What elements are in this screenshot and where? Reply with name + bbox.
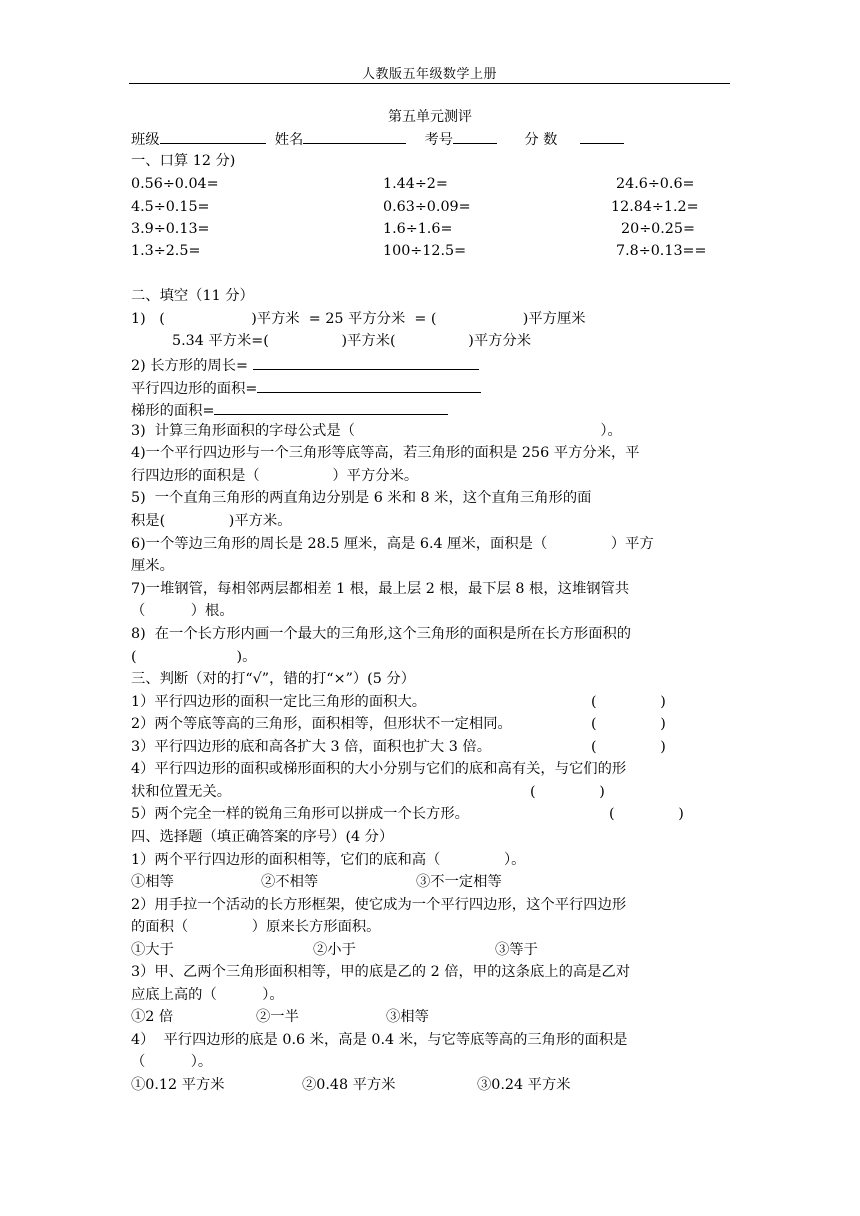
choice-q1-option-1: ①相等 — [131, 874, 174, 890]
calc-item: 24.6÷0.6= — [616, 176, 695, 192]
fill-q2a — [131, 355, 479, 375]
class-label: 班级 — [131, 132, 160, 148]
fill-q7a: 7)一堆钢管，每相邻两层都相差 1 根，最上层 2 根，最下层 8 根，这堆钢管共 — [131, 581, 630, 597]
fill-q3: 3) 计算三角形面积的字母公式是（ ）。 — [131, 423, 622, 439]
score-label: 分 数 — [524, 132, 558, 148]
calc-item: 4.5÷0.15= — [131, 199, 210, 215]
section3-heading: 三、判断（对的打“√”，错的打“×”）(5 分） — [131, 671, 415, 687]
number-label: 考号 — [424, 132, 454, 148]
section1-heading: 一、口算 12 分) — [131, 153, 236, 169]
perimeter-blank[interactable] — [253, 355, 479, 370]
section4-heading: 四、选择题（填正确答案的序号）(4 分） — [131, 829, 394, 845]
choice-q2-option-1: ①大于 — [131, 942, 174, 958]
judge-answer-1[interactable]: ( ) — [591, 694, 666, 710]
judge-item-1: 1）平行四边形的面积一定比三角形的面积大。 — [131, 694, 427, 710]
calc-item: 12.84÷1.2= — [611, 199, 699, 215]
judge-answer-4[interactable]: ( ) — [530, 784, 605, 800]
choice-q1: 1）两个平行四边形的面积相等，它们的底和高（ ）。 — [131, 852, 526, 868]
judge-answer-3[interactable]: ( ) — [591, 739, 666, 755]
name-blank[interactable] — [303, 129, 406, 144]
fill-q8a: 8) 在一个长方形内画一个最大的三角形,这个三角形的面积是所在长方形面积的 — [131, 626, 632, 642]
fill-q2b — [131, 378, 481, 398]
fill-q2a-text: 2) 长方形的周长= — [131, 358, 248, 374]
choice-q4a: 4） 平行四边形的底是 0.6 米，高是 0.4 米，与它等底等高的三角形的面积是 — [131, 1032, 628, 1048]
name-label: 姓名 — [274, 132, 304, 148]
choice-q3-option-1: ①2 倍 — [131, 1009, 174, 1025]
choice-q2-option-2: ②小于 — [313, 942, 356, 958]
fill-q4b: 行四边形的面积是（ ）平方分米。 — [131, 468, 419, 484]
calc-item: 20÷0.25= — [621, 221, 695, 237]
choice-q3b: 应底上高的（ ）。 — [131, 987, 284, 1003]
fill-q2c — [131, 400, 448, 420]
calc-item: 0.56÷0.04= — [131, 176, 219, 192]
choice-q3-option-2: ②一半 — [256, 1009, 299, 1025]
judge-item-5: 5）两个完全一样的锐角三角形可以拼成一个长方形。 — [131, 806, 469, 822]
fill-q5a: 5) 一个直角三角形的两直角边分别是 6 米和 8 米，这个直角三角形的面 — [131, 490, 592, 506]
choice-q2a: 2）用手拉一个活动的长方形框架，使它成为一个平行四边形，这个平行四边形 — [131, 897, 627, 913]
fill-q2b-text: 平行四边形的面积= — [131, 381, 258, 397]
choice-q4-option-3: ③0.24 平方米 — [477, 1077, 571, 1093]
judge-item-4a: 4）平行四边形的面积或梯形面积的大小分别与它们的底和高有关，与它们的形 — [131, 761, 627, 777]
section2-heading: 二、填空（11 分） — [131, 288, 254, 304]
calc-item: 3.9÷0.13= — [131, 221, 210, 237]
choice-q3-option-3: ③相等 — [386, 1009, 429, 1025]
number-blank[interactable] — [453, 129, 497, 144]
class-blank[interactable] — [160, 129, 266, 144]
judge-item-2: 2）两个等底等高的三角形，面积相等，但形状不一定相同。 — [131, 716, 512, 732]
trapezoid-area-blank[interactable] — [214, 400, 448, 415]
judge-answer-2[interactable]: ( ) — [591, 716, 666, 732]
choice-q2b: 的面积（ ）原来长方形面积。 — [131, 919, 381, 935]
fill-q6a: 6)一个等边三角形的周长是 28.5 厘米，高是 6.4 厘米，面积是（ ）平方 — [131, 536, 654, 552]
score-blank[interactable] — [580, 129, 624, 144]
page-title: 第五单元测评 — [388, 109, 472, 125]
judge-item-4b: 状和位置无关。 — [131, 784, 232, 800]
choice-q4-option-2: ②0.48 平方米 — [302, 1077, 396, 1093]
choice-q1-option-3: ③不一定相等 — [416, 874, 502, 890]
fill-q2c-text: 梯形的面积= — [131, 403, 215, 419]
calc-item: 1.6÷1.6= — [383, 221, 453, 237]
choice-q3a: 3）甲、乙两个三角形面积相等，甲的底是乙的 2 倍，甲的这条底上的高是乙对 — [131, 964, 631, 980]
fill-q1b: 5.34 平方米=( )平方米( )平方分米 — [172, 333, 532, 349]
running-header: 人教版五年级数学上册 — [361, 67, 497, 82]
fill-q1a: 1) ( )平方米 = 25 平方分米 = ( )平方厘米 — [131, 311, 586, 327]
fill-q6b: 厘米。 — [131, 558, 174, 574]
header-rule — [129, 83, 730, 84]
student-info-line — [131, 129, 624, 149]
choice-q2-option-3: ③等于 — [495, 942, 538, 958]
choice-q4-option-1: ①0.12 平方米 — [131, 1077, 225, 1093]
judge-item-3: 3）平行四边形的底和高各扩大 3 倍，面积也扩大 3 倍。 — [131, 739, 491, 755]
calc-item: 1.3÷2.5= — [131, 243, 201, 259]
judge-answer-5[interactable]: ( ) — [609, 806, 684, 822]
choice-q4b: （ ）。 — [131, 1054, 213, 1070]
calc-item: 100÷12.5= — [383, 243, 467, 259]
calc-item: 1.44÷2= — [383, 176, 448, 192]
fill-q4a: 4)一个平行四边形与一个三角形等底等高，若三角形的面积是 256 平方分米，平 — [131, 445, 640, 461]
choice-q1-option-2: ②不相等 — [261, 874, 319, 890]
parallelogram-area-blank[interactable] — [257, 378, 481, 393]
fill-q8b: ( )。 — [131, 649, 257, 665]
calc-item: 0.63÷0.09= — [383, 199, 471, 215]
calc-item: 7.8÷0.13== — [616, 243, 707, 259]
fill-q5b: 积是( )平方米。 — [131, 513, 292, 529]
fill-q7b: （ ）根。 — [131, 603, 234, 619]
